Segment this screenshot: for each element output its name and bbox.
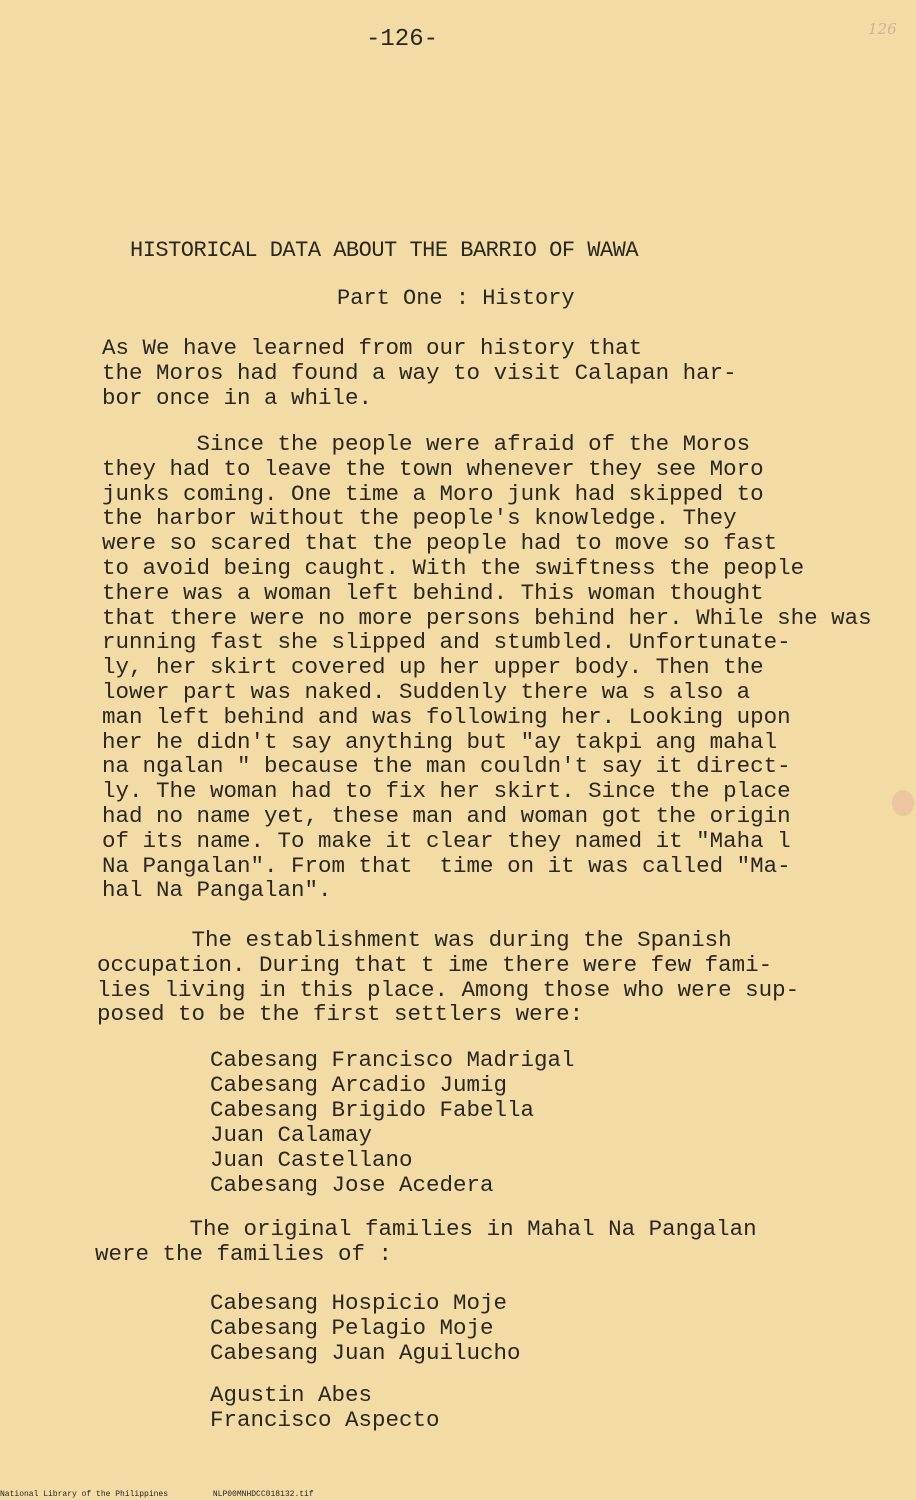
list-item: Cabesang Jose Acedera	[210, 1172, 494, 1198]
section-heading: Part One : History	[337, 286, 575, 311]
list-item: Cabesang Brigido Fabella	[210, 1097, 535, 1123]
first-settlers-list	[210, 1048, 575, 1198]
page-number: -126-	[366, 26, 439, 53]
original-families-list	[210, 1291, 521, 1366]
list-item: Cabesang Hospicio Moje	[210, 1290, 508, 1316]
list-item: Cabesang Arcadio Jumig	[210, 1072, 508, 1098]
paragraph-intro: As We have learned from our history that the Moros had found a way to visit Calapan har- bor once in a while.	[102, 335, 737, 411]
list-item: Cabesang Juan Aguilucho	[210, 1340, 521, 1366]
list-item: Agustin Abes	[210, 1382, 373, 1408]
list-item: Cabesang Pelagio Moje	[210, 1315, 494, 1341]
paragraph-origin-story: Since the people were afraid of the Moros they had to leave the town whenever they see Moro junks coming. One time a Moro junk had skipped to the harbor without the people's knowledge. They were so scared that the people had to move so fast to avoid being caught. With the swiftness the people there was a woman left behind. This woman thought that there were no more persons behind her. While she was running fast she slipped and stumbled. Unfortunate- ly, her skirt covered up her upper body. Then the lower part was naked. Suddenly there wa s also a man left behind and was following her. Looking upon her he didn't say anything but "ay takpi ang mahal na ngalan " because the man couldn't say it direct- ly. The woman had to fix her skirt. Since the place had no name yet, these man and woman got the origin of its name. To make it clear they named it "Maha l Na Pangalan". From that time on it was called "Ma- hal Na Pangalan".	[102, 431, 872, 904]
list-item: Juan Calamay	[210, 1122, 373, 1148]
handwritten-page-number: 126	[868, 20, 897, 38]
scan-footer	[0, 1490, 354, 1499]
paragraph-original-families: The original families in Mahal Na Pangalan were the families of :	[95, 1216, 757, 1267]
list-item: Francisco Aspecto	[210, 1407, 440, 1433]
list-item: Cabesang Francisco Madrigal	[210, 1047, 575, 1073]
list-item: Juan Castellano	[210, 1147, 413, 1173]
footer-library: National Library of the Philippines	[0, 1490, 169, 1499]
more-families-list	[210, 1383, 440, 1433]
paragraph-establishment: The establishment was during the Spanish occupation. During that t ime there were few fami- lies living in this place. Among those who were sup- posed to be the first settlers were:	[97, 927, 800, 1028]
document-title: HISTORICAL DATA ABOUT THE BARRIO OF WAWA	[130, 238, 639, 263]
footer-filename: NLP00MNHDCC018132.tif	[212, 1490, 314, 1499]
paper-stain	[892, 790, 914, 816]
